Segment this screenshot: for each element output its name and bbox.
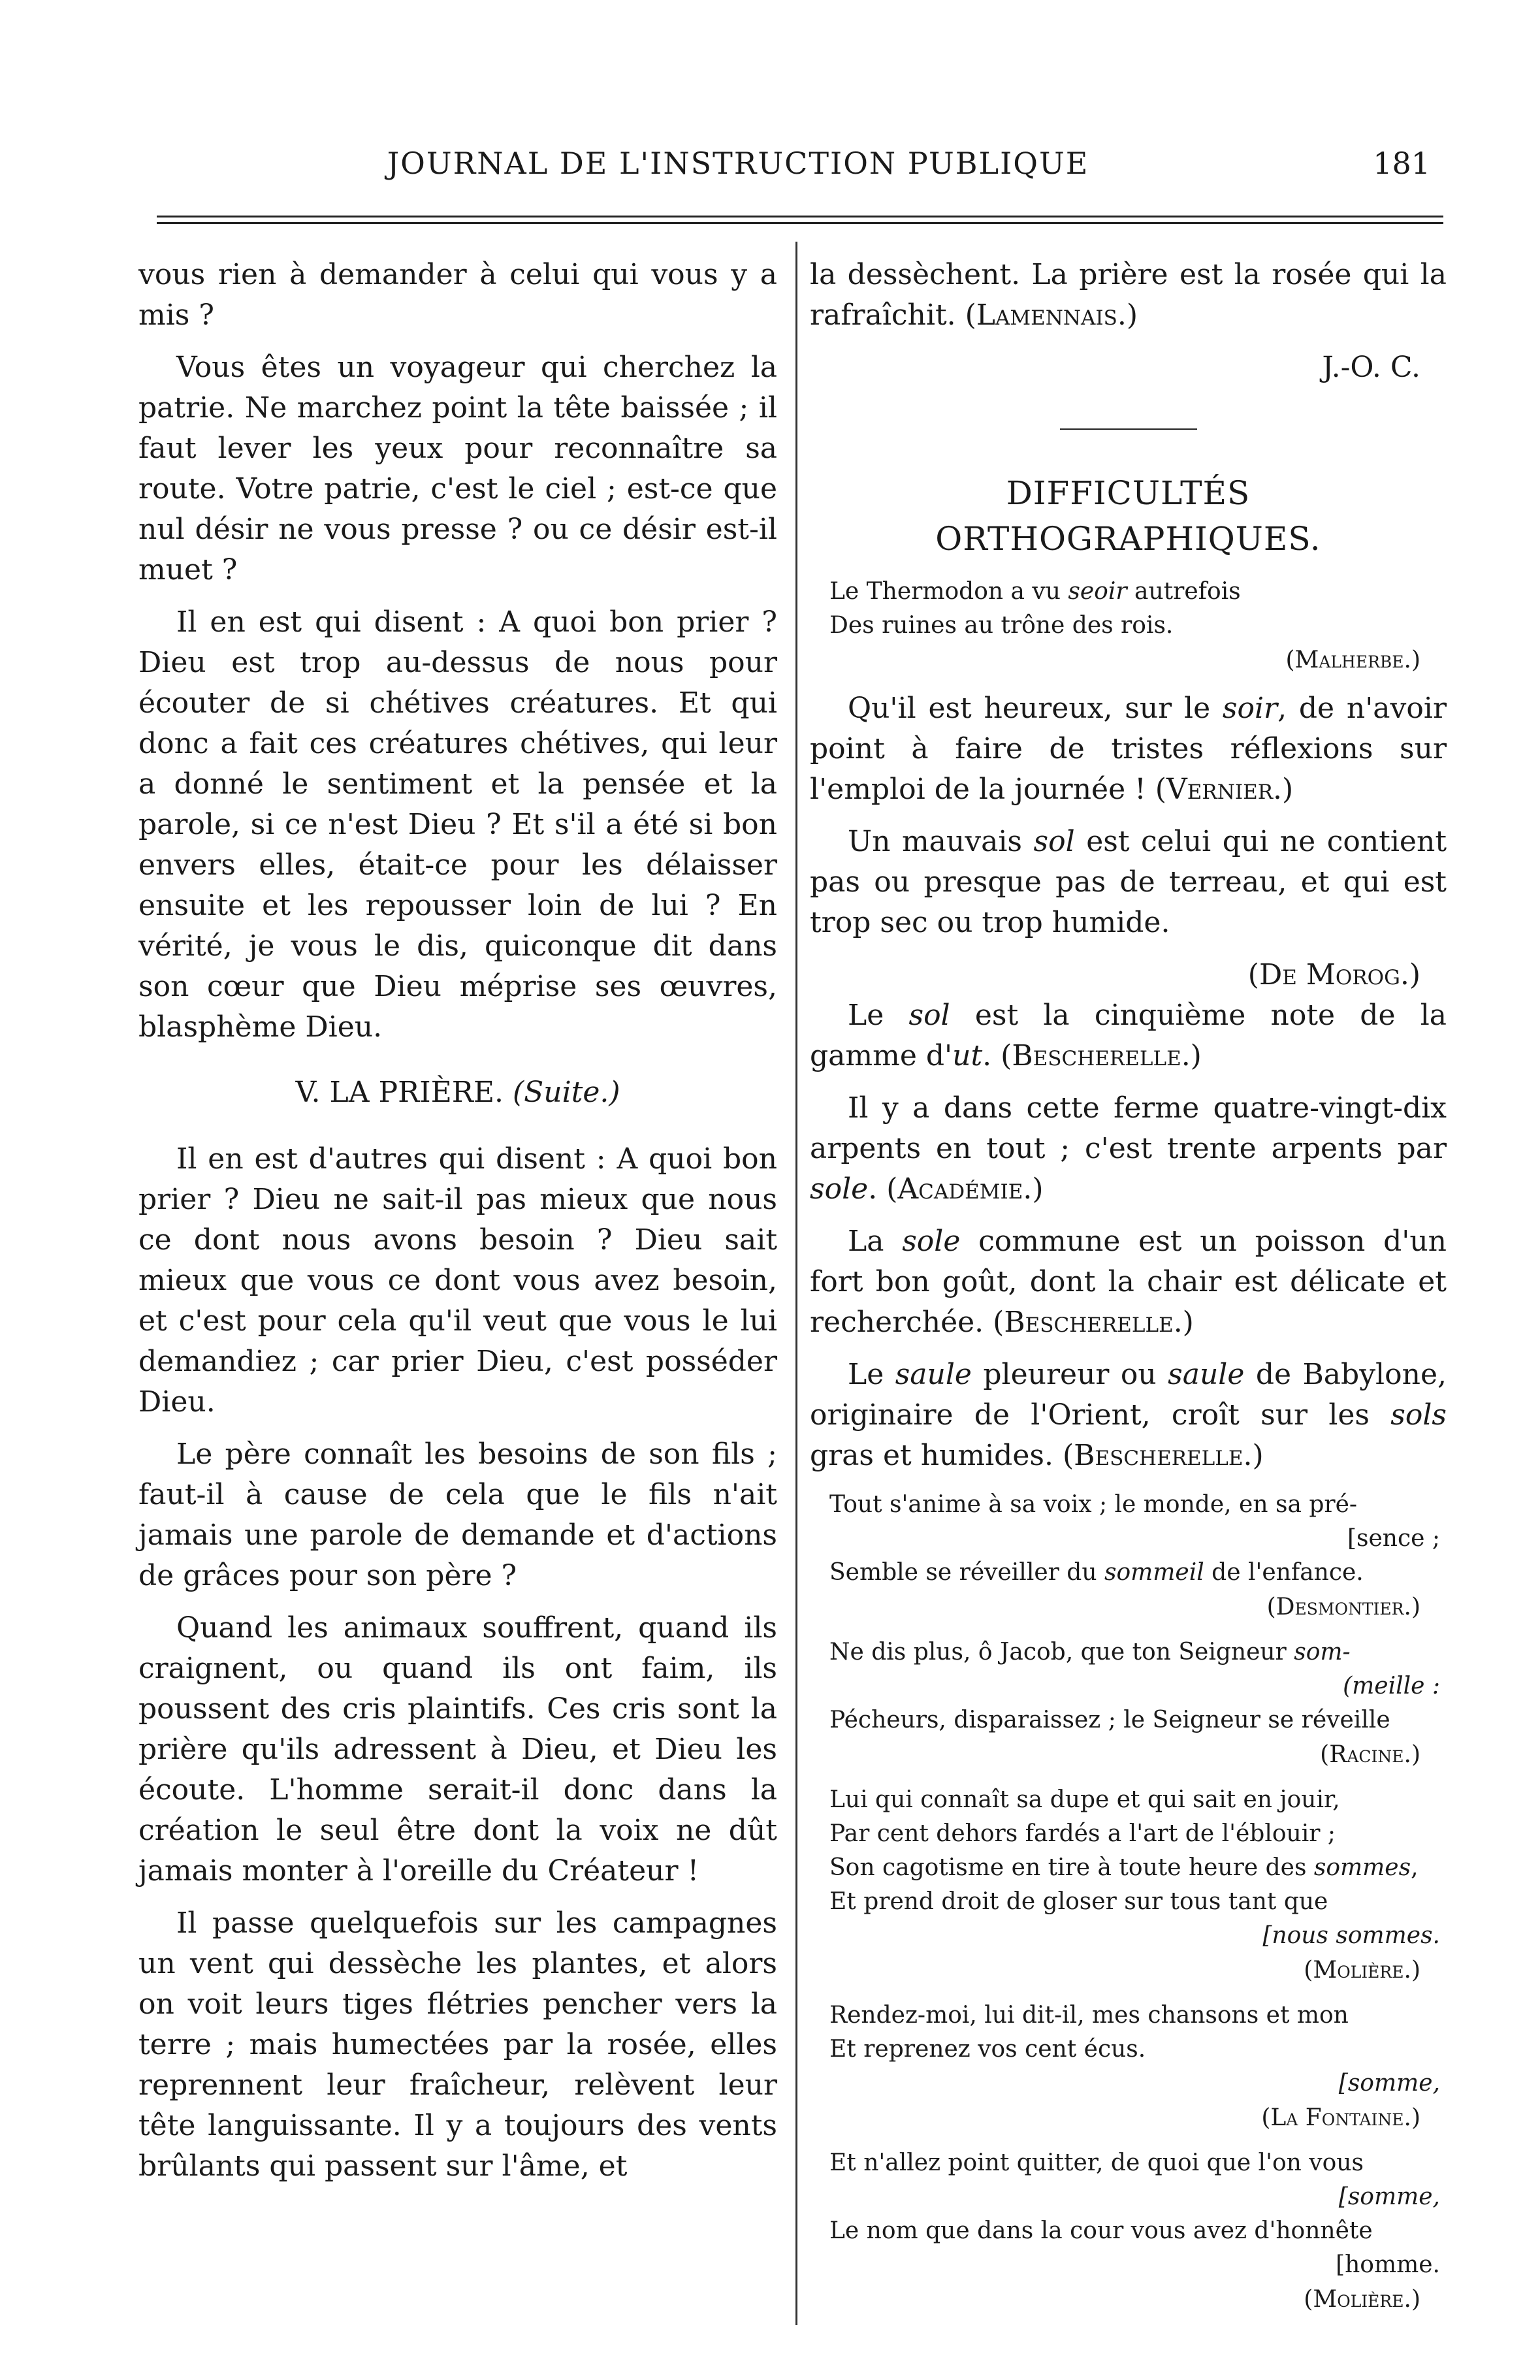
verse-line: Et prend droit de gloser sur tous tant que — [829, 1888, 1328, 1915]
example-text: Il y a dans cette ferme quatre-vingt-dix arpents en tout ; c'est trente arpents par — [810, 1091, 1447, 1165]
verse-line: Lui qui connaît sa dupe et qui sait en jouir, — [829, 1786, 1340, 1813]
verse-line: Des ruines au trône des rois. — [829, 612, 1174, 639]
verse-line — [810, 575, 1447, 609]
attribution: (Bescherelle.) — [1062, 1439, 1264, 1472]
verse-continuation: [somme, — [1338, 2183, 1440, 2210]
example-text: de Babylone, originaire de l'Orient, croît sur les — [810, 1358, 1447, 1432]
verse-text: de l'enfance. — [1204, 1559, 1364, 1586]
example-sentence — [810, 822, 1447, 943]
verse-line — [810, 1556, 1447, 1590]
attribution: (De Morog.) — [1247, 958, 1420, 991]
example-sentence — [810, 1221, 1447, 1343]
example-text: Un mauvais — [848, 825, 1034, 858]
example-sentence — [810, 1088, 1447, 1210]
verse-example — [810, 1635, 1447, 1773]
example-sentence — [810, 995, 1447, 1076]
section-separator — [1060, 428, 1197, 430]
example-text: commune est un poisson d'un fort bon goût, dont la chair est délicate et recherchée. — [810, 1225, 1447, 1339]
verse-text: Son cagotisme en tire à toute heure des — [829, 1854, 1314, 1881]
verse-text: autrefois — [1127, 578, 1241, 605]
attribution: (Bescherelle.) — [993, 1306, 1194, 1339]
verse-continuation: [somme, — [1338, 2070, 1440, 2097]
example-text: est celui qui ne contient pas ou presque pas de terreau, et qui est trop sec ou trop humide. — [810, 825, 1447, 939]
example-text: , de n'avoir point à faire de tristes réflexions sur l'emploi de la journée ! — [810, 692, 1447, 806]
attribution: (Vernier.) — [1155, 773, 1294, 806]
paragraph: Il en est qui disent : A quoi bon prier ? Dieu est trop au-dessus de nous pour écouter de si chétives créatures. Et qui donc a fait ces créatures chétives, qui leur a donné le sentiment et la pensée et la parole, si ce n'est Dieu ? Et s'il a été si bon envers elles, était-ce pour les délaisser ensuite et les repousser loin de lui ? En vérité, je vous le dis, quiconque dit dans son cœur que Dieu méprise ses œuvres, blasphème Dieu. — [138, 605, 777, 1044]
highlighted-word: sol — [1033, 825, 1075, 858]
left-column — [138, 255, 777, 2198]
example-text: pleureur ou — [971, 1358, 1168, 1391]
verse-line: Et reprenez vos cent écus. — [829, 2036, 1146, 2063]
verse-example — [810, 2146, 1447, 2317]
verse-line: Pécheurs, disparaissez ; le Seigneur se réveille — [829, 1707, 1390, 1733]
attribution: (Molière.) — [1304, 2286, 1420, 2313]
section-heading — [138, 1072, 777, 1113]
verse-text: , — [1411, 1854, 1419, 1881]
highlighted-word: sole — [902, 1225, 961, 1258]
paragraph: vous rien à demander à celui qui vous y a mis ? — [138, 258, 777, 332]
verse-line: Le nom que dans la cour vous avez d'honnête — [829, 2217, 1373, 2244]
paragraph: Il passe quelquefois sur les campagnes un vent qui dessèche les plantes, et alors on voit leurs tiges flétries pencher vers la terre ; mais humectées par la rosée, elles reprennent leur fraîcheur, relèvent leur tête languissante. Il y a toujours des vents brûlants qui passent sur l'âme, et — [138, 1906, 777, 2183]
verse-continuation: [homme. — [1336, 2251, 1440, 2278]
highlighted-word: soir — [1222, 692, 1278, 725]
paragraph: Le père connaît les besoins de son fils ; faut-il à cause de cela que le fils n'ait jamais une parole de demande et d'actions de grâces pour son père ? — [138, 1438, 777, 1592]
verse-line: Tout s'anime à sa voix ; le monde, en sa pré- — [829, 1491, 1358, 1518]
verse-line — [810, 1851, 1447, 1885]
verse-continuation: (meille : — [1343, 1673, 1440, 1699]
verse-line — [810, 1635, 1447, 1669]
section-title: LA PRIÈRE. — [329, 1076, 504, 1109]
example-sentence — [810, 688, 1447, 810]
header-rule-bottom — [157, 222, 1443, 224]
section-title: DIFFICULTÉS ORTHOGRAPHIQUES. — [935, 474, 1321, 558]
running-title: JOURNAL DE L'INSTRUCTION PUBLIQUE — [387, 146, 1089, 181]
example-text: gras et humides. — [810, 1439, 1053, 1472]
example-text: . — [868, 1172, 878, 1206]
paragraph: Quand les animaux souffrent, quand ils craignent, ou quand ils ont faim, ils poussent des cris plaintifs. Ces cris sont la prière qu'ils adressent à Dieu, et Dieu les écoute. L'homme serait-il donc dans la création le seul être dont la voix ne dût jamais monter à l'oreille du Créateur ! — [138, 1611, 777, 1888]
verse-continuation: [nous sommes. — [1262, 1922, 1440, 1949]
verse-line: Rendez-moi, lui dit-il, mes chansons et mon — [829, 2002, 1349, 2029]
example-text: Le — [848, 1358, 895, 1391]
highlighted-word: sols — [1390, 1398, 1447, 1432]
example-text: La — [848, 1225, 903, 1258]
author-signoff: J.-O. C. — [1322, 351, 1420, 384]
verse-example — [810, 1999, 1447, 2136]
attribution: (Lamennais.) — [965, 298, 1138, 332]
example-text: Le — [848, 999, 909, 1032]
example-text: est la cinquième note de la gamme d' — [810, 999, 1447, 1072]
section-suite: (Suite.) — [512, 1076, 620, 1109]
verse-example — [810, 1783, 1447, 1988]
paragraph: Vous êtes un voyageur qui cherchez la patrie. Ne marchez point la tête baissée ; il faut lever les yeux pour reconnaître sa route. Votre patrie, c'est le ciel ; est-ce que nul désir ne vous presse ? ou ce désir est-il muet ? — [138, 351, 777, 587]
highlighted-word: seoir — [1068, 578, 1127, 605]
page-number: 181 — [1373, 146, 1430, 181]
verse-continuation: [sence ; — [1347, 1525, 1440, 1552]
attribution: (La Fontaine.) — [1261, 2104, 1420, 2131]
column-divider — [795, 242, 797, 2325]
highlighted-word: saule — [1168, 1358, 1245, 1391]
paragraph: Il en est d'autres qui disent : A quoi bon prier ? Dieu ne sait-il pas mieux que nous ce dont nous avons besoin ? Dieu sait mieux que vous ce dont vous avez besoin, et c'est pour cela qu'il veut que vous le lui demandiez ; car prier Dieu, c'est posséder Dieu. — [138, 1142, 777, 1419]
attribution: (Bescherelle.) — [1001, 1039, 1202, 1072]
highlighted-word: ut — [952, 1039, 983, 1072]
attribution: (Molière.) — [1304, 1957, 1420, 1984]
paragraph-text: la dessèchent. La prière est la rosée qui la rafraîchit. — [810, 258, 1447, 332]
highlighted-word: saule — [895, 1358, 972, 1391]
attribution: (Desmontier.) — [1266, 1594, 1420, 1620]
verse-example — [810, 575, 1447, 678]
example-sentence — [810, 1355, 1447, 1476]
example-text: . — [982, 1039, 992, 1072]
highlighted-word: sommeil — [1104, 1559, 1204, 1586]
example-text: Qu'il est heureux, sur le — [848, 692, 1223, 725]
page-header — [137, 134, 1430, 199]
verse-text: Ne dis plus, ô Jacob, que ton Seigneur — [829, 1639, 1294, 1665]
verse-example — [810, 1488, 1447, 1625]
attribution: (Racine.) — [1320, 1741, 1420, 1768]
verse-text: Semble se réveiller du — [829, 1559, 1104, 1586]
highlighted-word: som- — [1294, 1639, 1351, 1665]
highlighted-word: sole — [810, 1172, 869, 1206]
attribution: (Malherbe.) — [1285, 647, 1420, 673]
verse-line: Et n'allez point quitter, de quoi que l'on vous — [829, 2149, 1364, 2176]
verse-line: Par cent dehors fardés a l'art de l'éblouir ; — [829, 1820, 1336, 1847]
highlighted-word: sol — [908, 999, 950, 1032]
verse-text: Le Thermodon a vu — [829, 578, 1068, 605]
paragraph — [810, 255, 1447, 336]
highlighted-word: sommes — [1313, 1854, 1411, 1881]
right-column — [810, 255, 1447, 2328]
section-number: V. — [295, 1076, 321, 1109]
header-rule-top — [157, 216, 1443, 217]
attribution: (Académie.) — [886, 1172, 1044, 1206]
